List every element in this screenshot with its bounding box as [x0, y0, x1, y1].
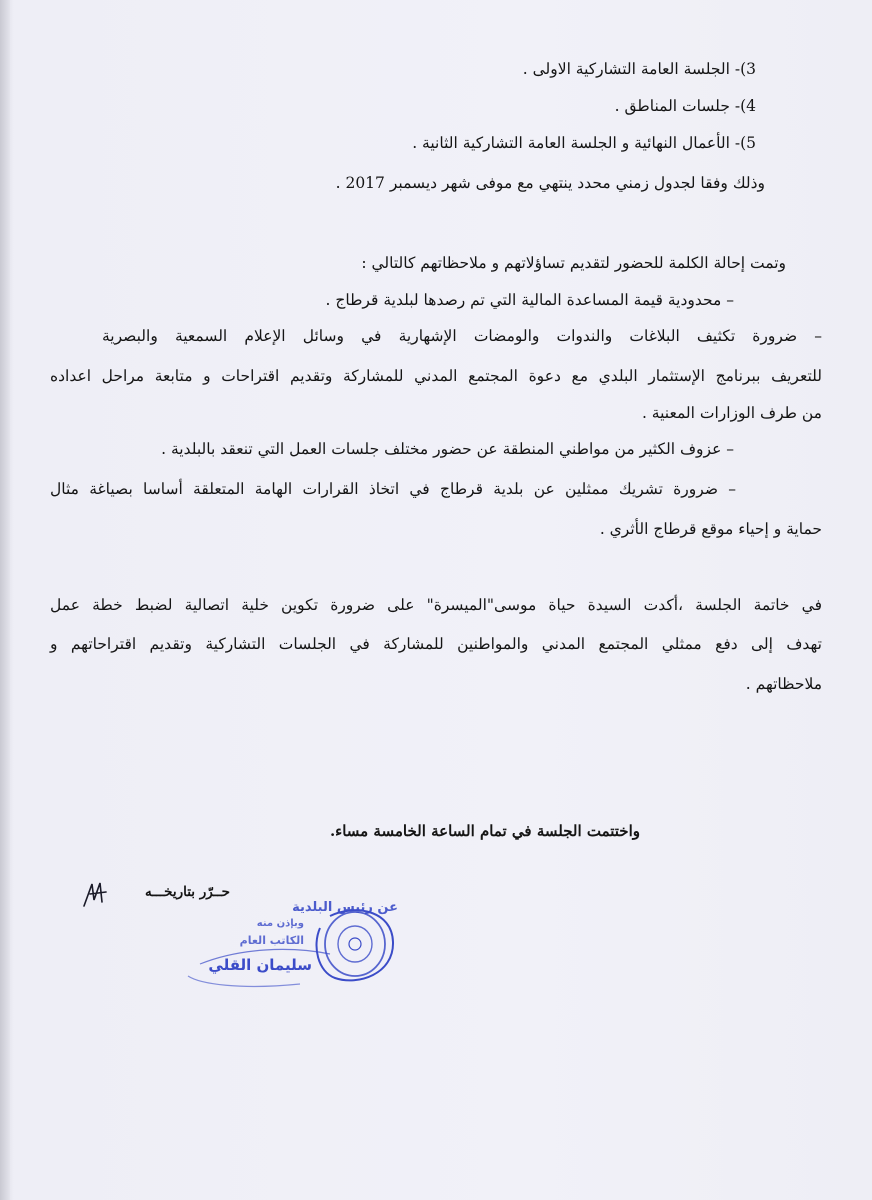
- official-stamp: [180, 898, 400, 993]
- handwritten-signature-icon: [80, 880, 110, 910]
- agenda-item-4: 4)- جلسات المناطق .: [614, 97, 756, 115]
- remark-bullet-3: – عزوف الكثير من مواطني المنطقة عن حضور مختلف جلسات العمل التي تنعقد بالبلدية .: [161, 440, 734, 458]
- remarks-intro: وتمت إحالة الكلمة للحضور لتقديم تساؤلاتهم و ملاحظاتهم كالتالي :: [361, 254, 786, 272]
- schedule-sentence: وذلك وفقا لجدول زمني محدد ينتهي مع موفى شهر ديسمبر 2017 .: [335, 174, 765, 192]
- scan-edge: [0, 0, 10, 1200]
- remark-bullet-1: – محدودية قيمة المساعدة المالية التي تم رصدها لبلدية قرطاج .: [325, 291, 734, 309]
- conclusion-line-2: تهدف إلى دفع ممثلي المجتمع المدني والمواطنين للمشاركة في الجلسات التشاركية وتقديم اقتراحاتهم و: [50, 635, 822, 653]
- conclusion-line-1: في خاتمة الجلسة ،أكدت السيدة حياة موسى"الميسرة" على ضرورة تكوين خلية اتصالية لضبط خطة عمل: [50, 596, 822, 614]
- agenda-item-5: 5)- الأعمال النهائية و الجلسة العامة التشاركية الثانية .: [412, 134, 756, 152]
- agenda-item-3: 3)- الجلسة العامة التشاركية الاولى .: [522, 60, 756, 78]
- drafted-by-label: حــرّر بتاريخـــه: [145, 884, 230, 900]
- remark-bullet-4-line-1: – ضرورة تشريك ممثلين عن بلدية قرطاج في اتخاذ القرارات الهامة المتعلقة أساسا بصياغة مثال: [50, 480, 736, 498]
- remark-bullet-2-line-3: من طرف الوزارات المعنية .: [641, 404, 822, 422]
- closing-sentence: واختتمت الجلسة في تمام الساعة الخامسة مساء.: [329, 822, 640, 840]
- remark-bullet-4-line-2: حماية و إحياء موقع قرطاج الأثري .: [599, 520, 822, 538]
- conclusion-line-3: ملاحظاتهم .: [745, 675, 822, 693]
- stamp-line-1: عن رئيس البلدية: [292, 900, 398, 915]
- stamp-line-2: وبإذن منه: [256, 918, 304, 929]
- stamp-name: سليمان القلي: [208, 956, 312, 974]
- stamp-line-3: الكاتب العام: [239, 934, 304, 947]
- remark-bullet-2-line-2: للتعريف ببرنامج الإستثمار البلدي مع دعوة المجتمع المدني للمشاركة وتقديم اقتراحات و متابعة مراحل اعداده: [50, 367, 822, 385]
- remark-bullet-2-line-1: – ضرورة تكثيف البلاغات والندوات والومضات الإشهارية في وسائل الإعلام السمعية والبصرية: [102, 327, 822, 345]
